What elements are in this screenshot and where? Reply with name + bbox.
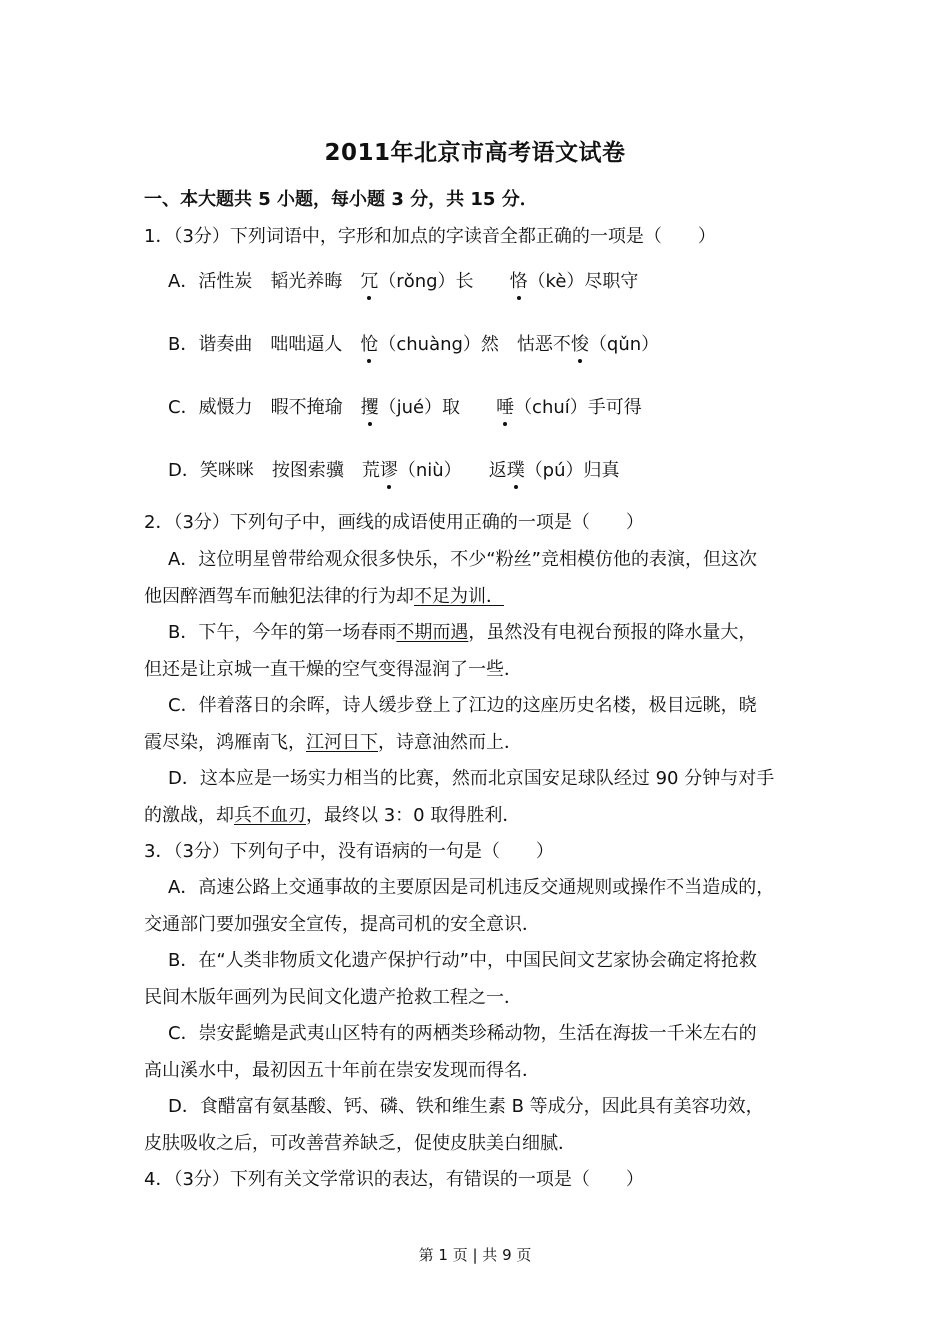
option-text: ，最终以 3：0 取得胜利． xyxy=(306,805,521,826)
option-text: （pú）归真 xyxy=(524,460,620,481)
question-3-option-c-line2: 高山溪水中，最初因五十年前在崇安发现而得名． xyxy=(144,1060,540,1081)
dotted-char: 璞 xyxy=(506,460,525,481)
question-4-stem: 4．（3分）下列有关文学常识的表达，有错误的一项是（ ） xyxy=(144,1169,644,1190)
question-3-stem: 3．（3分）下列句子中，没有语病的一句是（ ） xyxy=(144,841,554,862)
question-3-option-c-line1: C．崇安髭蟾是武夷山区特有的两栖类珍稀动物，生活在海拔一千米左右的 xyxy=(168,1023,757,1044)
question-1-option-b xyxy=(168,333,659,357)
underlined-idiom: 江河日下 xyxy=(306,732,378,753)
question-3-option-a-line1: A．高速公路上交通事故的主要原因是司机违反交通规则或操作不当造成的， xyxy=(168,877,775,898)
page-title: 2011年北京市高考语文试卷 xyxy=(324,140,626,166)
question-1-option-a xyxy=(168,270,638,294)
option-text: （qǔn） xyxy=(588,334,660,355)
dotted-char: 怆 xyxy=(360,334,379,355)
option-text: 返 xyxy=(488,460,507,481)
option-text: 他因醉酒驾车而触犯法律的行为却 xyxy=(144,586,414,607)
dotted-char: 恪 xyxy=(509,271,528,292)
question-1-stem: 1．（3分）下列词语中，字形和加点的字读音全都正确的一项是（ ） xyxy=(144,226,716,247)
question-3-option-a-line2: 交通部门要加强安全宣传，提高司机的安全意识． xyxy=(144,914,540,935)
underlined-idiom: 不足为训． xyxy=(414,586,504,607)
question-2-option-c-line1: C．伴着落日的余晖，诗人缓步登上了江边的这座历史名楼，极目远眺，晓 xyxy=(168,695,757,716)
question-2-option-c-line2 xyxy=(144,731,522,755)
dotted-char: 唾 xyxy=(496,397,515,418)
question-2-option-b-line1 xyxy=(168,621,756,645)
question-2-option-d-line1: D．这本应是一场实力相当的比赛，然而北京国安足球队经过 90 分钟与对手 xyxy=(168,768,775,789)
option-text: （kè）尽职守 xyxy=(527,271,639,292)
option-text: （rǒng）长 xyxy=(378,271,510,292)
page-footer: 第 1 页 | 共 9 页 xyxy=(418,1246,532,1264)
option-text: A．活性炭 韬光养晦 xyxy=(168,271,361,292)
option-text: 的激战，却 xyxy=(144,805,234,826)
underlined-idiom: 不期而遇 xyxy=(396,622,469,643)
option-text: ，虽然没有电视台预报的降水量大， xyxy=(468,622,757,643)
question-1-option-d xyxy=(168,459,620,483)
underlined-idiom: 兵不血刃 xyxy=(234,805,306,826)
option-text: 霞尽染，鸿雁南飞， xyxy=(144,732,306,753)
question-3-option-b-line1: B．在“人类非物质文化遗产保护行动”中，中国民间文艺家协会确定将抢救 xyxy=(168,950,757,971)
option-text: C．威慑力 暇不掩瑜 xyxy=(168,397,361,418)
question-2-option-a-line2 xyxy=(144,585,504,609)
option-text: （chuí）手可得 xyxy=(514,397,642,418)
option-text: B．谐奏曲 咄咄逼人 xyxy=(168,334,361,355)
option-text: B．下午，今年的第一场春雨 xyxy=(168,622,397,643)
option-text: ，诗意油然而上． xyxy=(378,732,522,753)
option-text: （jué）取 xyxy=(378,397,497,418)
question-2-option-a-line1: A．这位明星曾带给观众很多快乐，不少“粉丝”竞相模仿他的表演，但这次 xyxy=(168,549,757,570)
dotted-char: 谬 xyxy=(379,460,398,481)
question-2-option-b-line2: 但还是让京城一直干燥的空气变得湿润了一些． xyxy=(144,659,522,680)
question-1-option-c xyxy=(168,396,642,420)
question-3-option-b-line2: 民间木版年画列为民间文化遗产抢救工程之一． xyxy=(144,987,522,1008)
option-text: D．笑咪咪 按图索骥 荒 xyxy=(168,460,380,481)
option-text: （chuàng）然 怙恶不 xyxy=(378,334,571,355)
option-text: （niù） xyxy=(397,460,489,481)
dotted-char: 悛 xyxy=(570,334,589,355)
dotted-char: 冗 xyxy=(360,271,379,292)
section-heading: 一、本大题共 5 小题，每小题 3 分，共 15 分． xyxy=(144,189,538,210)
question-3-option-d-line1: D．食醋富有氨基酸、钙、磷、铁和维生素 B 等成分，因此具有美容功效， xyxy=(168,1096,764,1117)
question-3-option-d-line2: 皮肤吸收之后，可改善营养缺乏，促使皮肤美白细腻． xyxy=(144,1133,576,1154)
question-2-stem: 2．（3分）下列句子中，画线的成语使用正确的一项是（ ） xyxy=(144,512,644,533)
question-2-option-d-line2 xyxy=(144,804,520,828)
dotted-char: 攫 xyxy=(360,397,379,418)
